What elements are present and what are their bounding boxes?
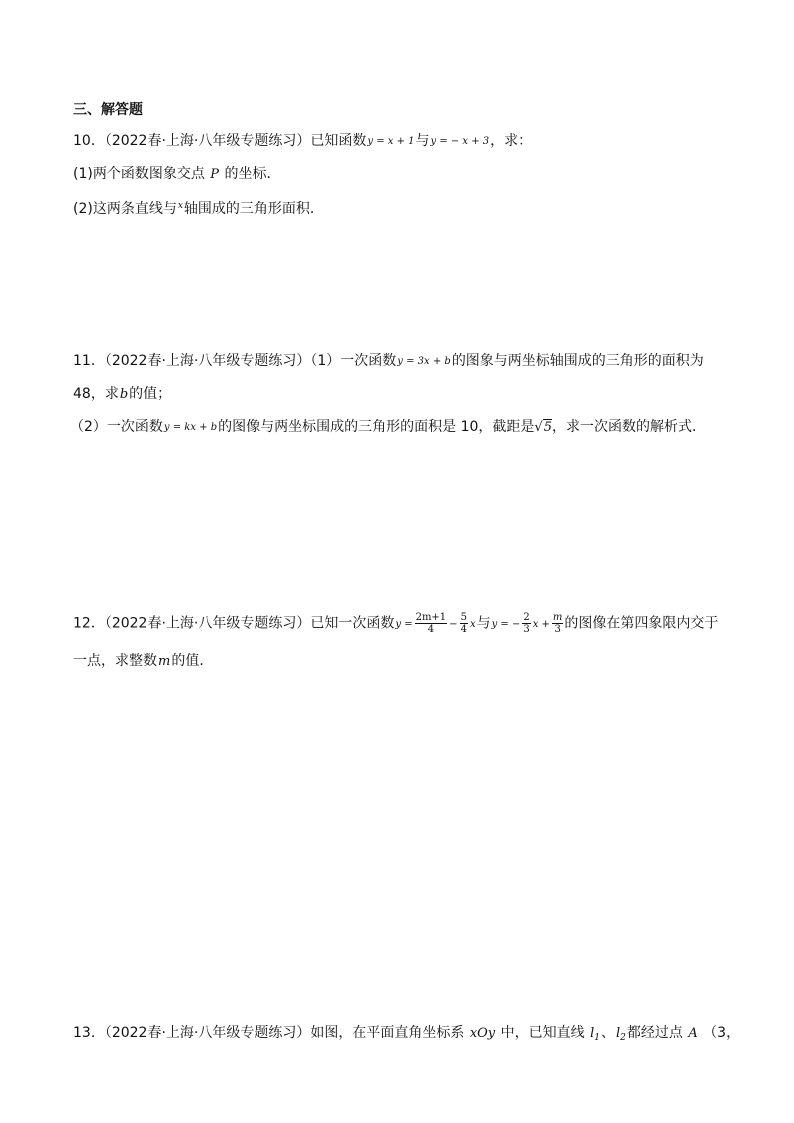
- question-text: 都经过点: [626, 1025, 688, 1041]
- question-text: 这两条直线与: [92, 201, 177, 217]
- point-label: P: [210, 167, 220, 182]
- line-symbol: l: [590, 1026, 595, 1041]
- question-text: 一次函数: [340, 353, 397, 369]
- function-expression: y = x + 1: [367, 136, 415, 147]
- question-11-part-2: [70, 417, 706, 438]
- function-lhs: y = −: [491, 618, 521, 630]
- question-text: 两个函数图象交点: [92, 166, 210, 182]
- separator: 、: [600, 1025, 615, 1041]
- question-number: 11．: [73, 353, 105, 369]
- line-label-l1: [589, 1026, 601, 1041]
- variable: b: [119, 387, 129, 402]
- question-text: ，求一次函数的解析式．: [552, 419, 706, 435]
- line-subscript: 2: [620, 1033, 626, 1043]
- radicand: 5: [543, 420, 552, 435]
- question-text: 的图象与两坐标轴围成的三角形的面积为: [451, 353, 704, 369]
- question-text: 的值．: [171, 653, 214, 669]
- fraction-denominator: 4: [427, 624, 435, 635]
- question-text: 的坐标．: [220, 166, 281, 182]
- question-text: 一点，求整数: [73, 653, 157, 669]
- variable: x: [469, 618, 476, 630]
- question-number: 13．: [73, 1025, 105, 1041]
- fraction-numerator: 2: [523, 612, 530, 623]
- fraction-numerator: m: [552, 612, 563, 623]
- operator: −: [449, 618, 458, 630]
- expression-part: x +: [532, 618, 550, 630]
- question-10-part-1: [73, 164, 281, 185]
- fraction: [460, 612, 468, 635]
- question-text: ，求：: [490, 133, 533, 149]
- point-label: A: [688, 1026, 698, 1041]
- part-label: (1): [73, 166, 93, 182]
- fraction-denominator: 3: [554, 624, 561, 635]
- question-text: 已知一次函数: [310, 615, 395, 632]
- fraction-denominator: 4: [460, 624, 467, 635]
- function-expression: y = − x + 3: [430, 136, 490, 147]
- question-11-line-2: [73, 384, 171, 405]
- coordinate-system: xOy: [469, 1026, 496, 1041]
- part-label: （2）: [70, 419, 107, 435]
- line-symbol: l: [615, 1026, 621, 1041]
- question-text: 如图，在平面直角坐标系: [310, 1025, 469, 1041]
- question-number: 10．: [73, 133, 105, 149]
- question-11-line-1: [73, 351, 704, 372]
- fraction: [415, 612, 448, 635]
- question-text: 已知函数: [310, 133, 367, 149]
- part-label: (2): [73, 201, 93, 217]
- function-lhs: y =: [395, 618, 413, 630]
- question-source: （2022春·上海·八年级专题练习）: [104, 615, 311, 632]
- variable: x: [177, 201, 183, 211]
- question-text: 与: [415, 133, 430, 149]
- fraction: [522, 612, 530, 635]
- question-number: 12．: [73, 615, 105, 632]
- section-title: 三、解答题: [73, 102, 143, 118]
- question-source: （2022春·上海·八年级专题练习）: [104, 133, 311, 149]
- fraction-denominator: 3: [523, 624, 530, 635]
- question-text: 的图像与两坐标围成的三角形的面积是 10，截距是: [218, 419, 535, 435]
- question-source: （2022春·上海·八年级专题练习）: [104, 353, 311, 369]
- line-subscript: 1: [594, 1033, 600, 1043]
- square-root: √5: [534, 420, 552, 435]
- question-10-line-1: [73, 131, 532, 152]
- question-text: 的值；: [129, 386, 172, 402]
- fraction-numerator: 2m+1: [415, 612, 447, 623]
- question-text: 的图像在第四象限内交于: [564, 615, 719, 632]
- variable: m: [158, 654, 171, 669]
- line-label-l2: [615, 1026, 627, 1041]
- question-text: 一次函数: [106, 419, 163, 435]
- question-text: 48，求: [73, 386, 119, 402]
- function-expression: y = 3x + b: [397, 356, 451, 367]
- fraction: [552, 612, 563, 635]
- question-13-line-1: [73, 1023, 740, 1048]
- question-12-line-1: [73, 612, 718, 635]
- question-text: 与: [476, 615, 491, 632]
- question-12-line-2: [73, 651, 213, 672]
- question-text: （3，: [698, 1025, 741, 1041]
- question-text: 中，已知直线: [496, 1025, 590, 1041]
- question-text: 轴围成的三角形面积．: [183, 201, 324, 217]
- question-10-part-2: [73, 196, 324, 219]
- fraction-numerator: 5: [460, 612, 467, 623]
- question-source: （2022春·上海·八年级专题练习）: [104, 1025, 311, 1041]
- function-expression: y = kx + b: [163, 422, 218, 433]
- part-label: （1）: [310, 353, 341, 369]
